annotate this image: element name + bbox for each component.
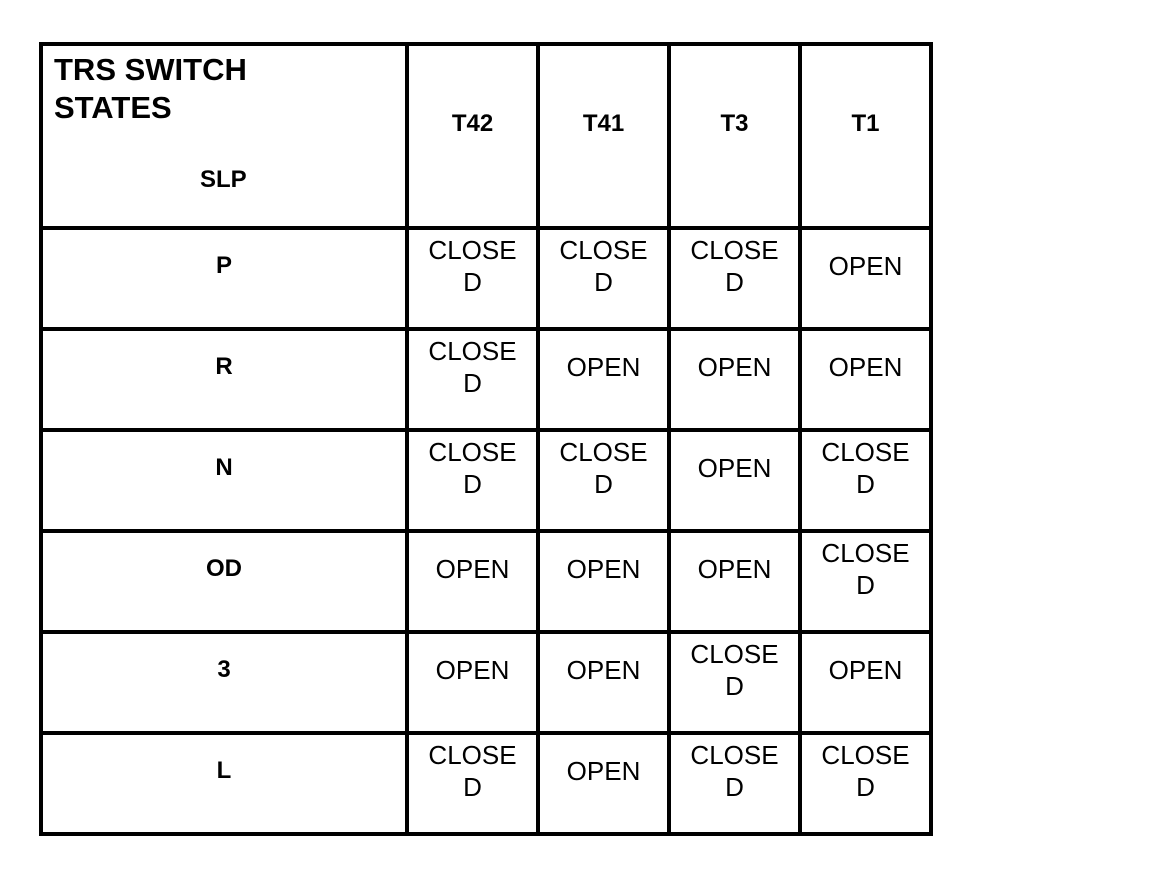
table-row — [41, 733, 931, 834]
table-title: TRS SWITCH STATES — [54, 52, 247, 125]
state-cell — [669, 430, 800, 531]
state-cell — [407, 531, 538, 632]
column-header: T1 — [800, 44, 931, 228]
state-value: CLOSED — [428, 739, 517, 802]
row-label: N — [41, 430, 407, 531]
state-value: CLOSED — [428, 436, 517, 499]
state-cell — [407, 329, 538, 430]
state-cell — [538, 329, 669, 430]
state-value: OPEN — [566, 654, 641, 685]
state-value: OPEN — [435, 654, 510, 685]
header-row — [41, 44, 931, 228]
state-value: CLOSED — [428, 234, 517, 297]
state-cell — [538, 531, 669, 632]
state-value: OPEN — [828, 250, 903, 281]
state-cell — [538, 430, 669, 531]
state-cell — [407, 228, 538, 329]
state-cell — [800, 632, 931, 733]
row-label: P — [41, 228, 407, 329]
table-row — [41, 531, 931, 632]
table-row — [41, 632, 931, 733]
table-corner-cell — [41, 44, 407, 228]
state-value: CLOSED — [821, 739, 910, 802]
state-value: CLOSED — [559, 436, 648, 499]
state-value: OPEN — [828, 654, 903, 685]
state-cell — [538, 733, 669, 834]
state-value: OPEN — [566, 755, 641, 786]
state-value: OPEN — [697, 452, 772, 483]
column-header: T42 — [407, 44, 538, 228]
table-row — [41, 228, 931, 329]
row-label: 3 — [41, 632, 407, 733]
state-value: CLOSED — [690, 638, 779, 701]
state-value: CLOSED — [428, 335, 517, 398]
state-cell — [800, 531, 931, 632]
state-cell — [538, 632, 669, 733]
row-label: OD — [41, 531, 407, 632]
state-cell — [800, 329, 931, 430]
state-cell — [538, 228, 669, 329]
state-cell — [669, 531, 800, 632]
state-value: OPEN — [566, 351, 641, 382]
state-value: CLOSED — [821, 436, 910, 499]
row-header-label: SLP — [200, 166, 247, 193]
state-value: CLOSED — [690, 739, 779, 802]
row-label: L — [41, 733, 407, 834]
state-cell — [669, 329, 800, 430]
column-header: T3 — [669, 44, 800, 228]
table-row — [41, 430, 931, 531]
state-value: CLOSED — [821, 537, 910, 600]
state-cell — [407, 632, 538, 733]
trs-switch-states-table — [39, 42, 933, 836]
state-cell — [407, 733, 538, 834]
state-value: OPEN — [697, 351, 772, 382]
table-row — [41, 329, 931, 430]
state-cell — [669, 733, 800, 834]
state-value: OPEN — [828, 351, 903, 382]
state-cell — [800, 733, 931, 834]
state-value: OPEN — [566, 553, 641, 584]
row-label: R — [41, 329, 407, 430]
state-value: CLOSED — [690, 234, 779, 297]
state-value: OPEN — [697, 553, 772, 584]
state-value: CLOSED — [559, 234, 648, 297]
state-cell — [669, 228, 800, 329]
state-value: OPEN — [435, 553, 510, 584]
state-cell — [800, 430, 931, 531]
column-header: T41 — [538, 44, 669, 228]
state-cell — [669, 632, 800, 733]
state-cell — [407, 430, 538, 531]
state-cell — [800, 228, 931, 329]
